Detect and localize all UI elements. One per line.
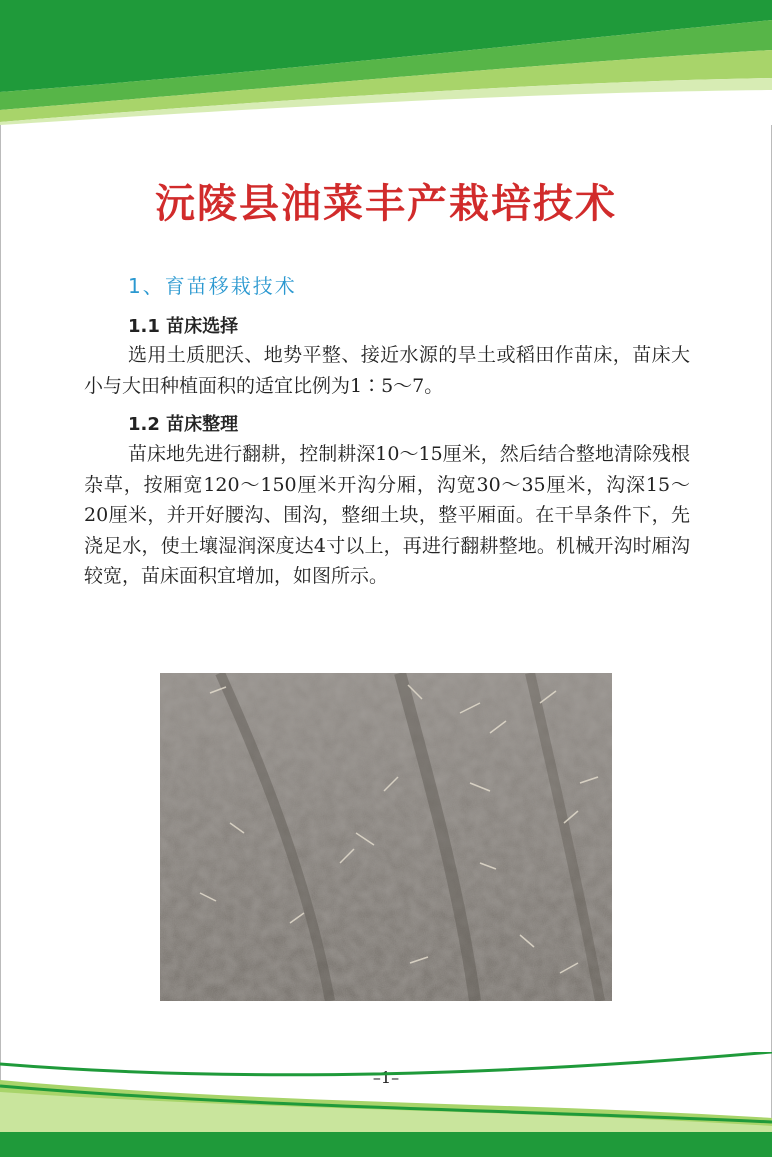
document-title: 沅陵县油菜丰产栽培技术 [155,180,617,227]
subsection-heading-seedbed-preparation: 1.2 苗床整理 [128,414,239,435]
subsection-heading-seedbed-selection: 1.1 苗床选择 [128,316,239,337]
soil-seedbed-photo [160,673,612,1001]
page-number: –1– [372,1068,400,1087]
footer-wave-decoration [0,1052,772,1157]
paragraph-seedbed-selection: 选用土质肥沃、地势平整、接近水源的旱土或稻田作苗床，苗床大小与大田种植面积的适宜比例为1∶5～7。 [84,344,690,397]
section-heading: 1、育苗移栽技术 [128,274,297,298]
header-wave-decoration [0,0,772,125]
paragraph-seedbed-preparation: 苗床地先进行翻耕，控制耕深10～15厘米，然后结合整地清除残根杂草，按厢宽120～150厘米开沟分厢，沟宽30～35厘米，沟深15～20厘米，并开好腰沟、围沟，整细土块，整平厢面。在干旱条件下，先浇足水，使土壤湿润深度达4寸以上，再进行翻耕整地。机械开沟时厢沟较宽，苗床面积宜增加，如图所示。 [84,443,690,587]
